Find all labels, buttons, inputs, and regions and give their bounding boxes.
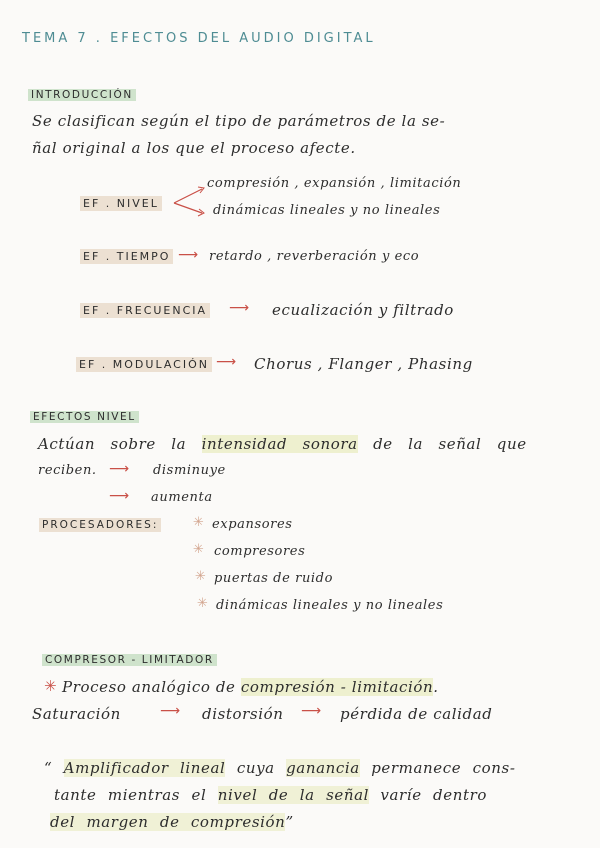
section-heading-compresor: COMPRESOR - LIMITADOR xyxy=(42,654,217,666)
asterisk-icon: ✳ xyxy=(193,515,204,530)
page-title: TEMA 7 . EFECTOS DEL AUDIO DIGITAL xyxy=(22,31,376,46)
quote-open-mark: “ xyxy=(44,759,53,777)
procesador-item-4: dinámicas lineales y no lineales xyxy=(216,598,444,613)
asterisk-icon: ✳ xyxy=(44,677,57,695)
quote-line-1 xyxy=(44,759,516,777)
quote-highlight-2: ganancia xyxy=(286,759,360,777)
procesadores-label: PROCESADORES: xyxy=(39,518,161,532)
arrow-right-icon: ⟶ xyxy=(301,703,322,719)
ef-nivel-label: EF . NIVEL xyxy=(80,196,162,211)
arrow-right-icon: ⟶ xyxy=(178,247,199,263)
arrow-right-icon: ⟶ xyxy=(109,461,130,477)
branch-arrow-icon xyxy=(172,185,208,221)
nivel-line-1-highlight: intensidad sonora xyxy=(201,435,358,453)
arrow-right-icon: ⟶ xyxy=(216,354,237,370)
procesador-item-2: compresores xyxy=(214,544,306,559)
nivel-line-1-a: Actúan sobre la xyxy=(38,435,187,453)
ef-nivel-branch-2: dinámicas lineales y no lineales xyxy=(213,203,441,218)
quote-close-mark: ” xyxy=(285,813,294,831)
section-heading-efectos-nivel: EFECTOS NIVEL xyxy=(30,411,139,423)
quote-text-2: permanece cons- xyxy=(371,759,516,777)
compresor-line-1-highlight: compresión - limitación xyxy=(240,678,434,696)
intro-line-1: Se clasifican según el tipo de parámetros de la se- xyxy=(32,112,446,130)
arrow-right-icon: ⟶ xyxy=(160,703,181,719)
procesador-item-3: puertas de ruido xyxy=(214,571,334,586)
arrow-right-icon: ⟶ xyxy=(229,300,250,316)
ef-tiempo-label: EF . TIEMPO xyxy=(80,249,173,264)
ef-tiempo-text: retardo , reverberación y eco xyxy=(209,249,420,264)
quote-text-1: cuya xyxy=(236,759,275,777)
procesador-item-1: expansores xyxy=(212,517,293,532)
chain-item-1: Saturación xyxy=(32,705,121,723)
nivel-arrow-2-text: aumenta xyxy=(151,490,213,505)
quote-text-4: varíe dentro xyxy=(380,786,488,804)
ef-frecuencia-label: EF . FRECUENCIA xyxy=(80,303,210,318)
quote-highlight-3: nivel de la señal xyxy=(217,786,370,804)
ef-nivel-branch-1: compresión , expansión , limitación xyxy=(207,176,462,191)
nivel-line-1 xyxy=(38,435,527,453)
arrow-right-icon: ⟶ xyxy=(109,488,130,504)
chain-item-2: distorsión xyxy=(202,705,284,723)
compresor-line-1 xyxy=(62,678,439,696)
intro-line-2: ñal original a los que el proceso afecte. xyxy=(32,139,356,157)
quote-line-2 xyxy=(54,786,487,804)
quote-highlight-4: del margen de compresión xyxy=(50,813,286,831)
section-heading-introduccion: INTRODUCCIÓN xyxy=(28,89,136,101)
asterisk-icon: ✳ xyxy=(195,569,206,584)
ef-frecuencia-text: ecualización y filtrado xyxy=(272,301,454,319)
chain-item-3: pérdida de calidad xyxy=(340,705,493,723)
compresor-line-1-a: Proceso analógico de xyxy=(62,678,236,696)
nivel-arrow-1-text: disminuye xyxy=(153,463,226,478)
asterisk-icon: ✳ xyxy=(197,596,208,611)
compresor-line-1-end: . xyxy=(433,678,439,696)
ef-modulacion-text: Chorus , Flanger , Phasing xyxy=(254,355,473,373)
quote-text-3: tante mientras el xyxy=(54,786,207,804)
ef-modulacion-label: EF . MODULACIÓN xyxy=(76,357,212,372)
asterisk-icon: ✳ xyxy=(193,542,204,557)
quote-highlight-1: Amplificador lineal xyxy=(63,759,226,777)
nivel-line-2: reciben. xyxy=(38,463,97,478)
quote-line-3 xyxy=(50,813,294,831)
nivel-line-1-b: de la señal que xyxy=(373,435,527,453)
